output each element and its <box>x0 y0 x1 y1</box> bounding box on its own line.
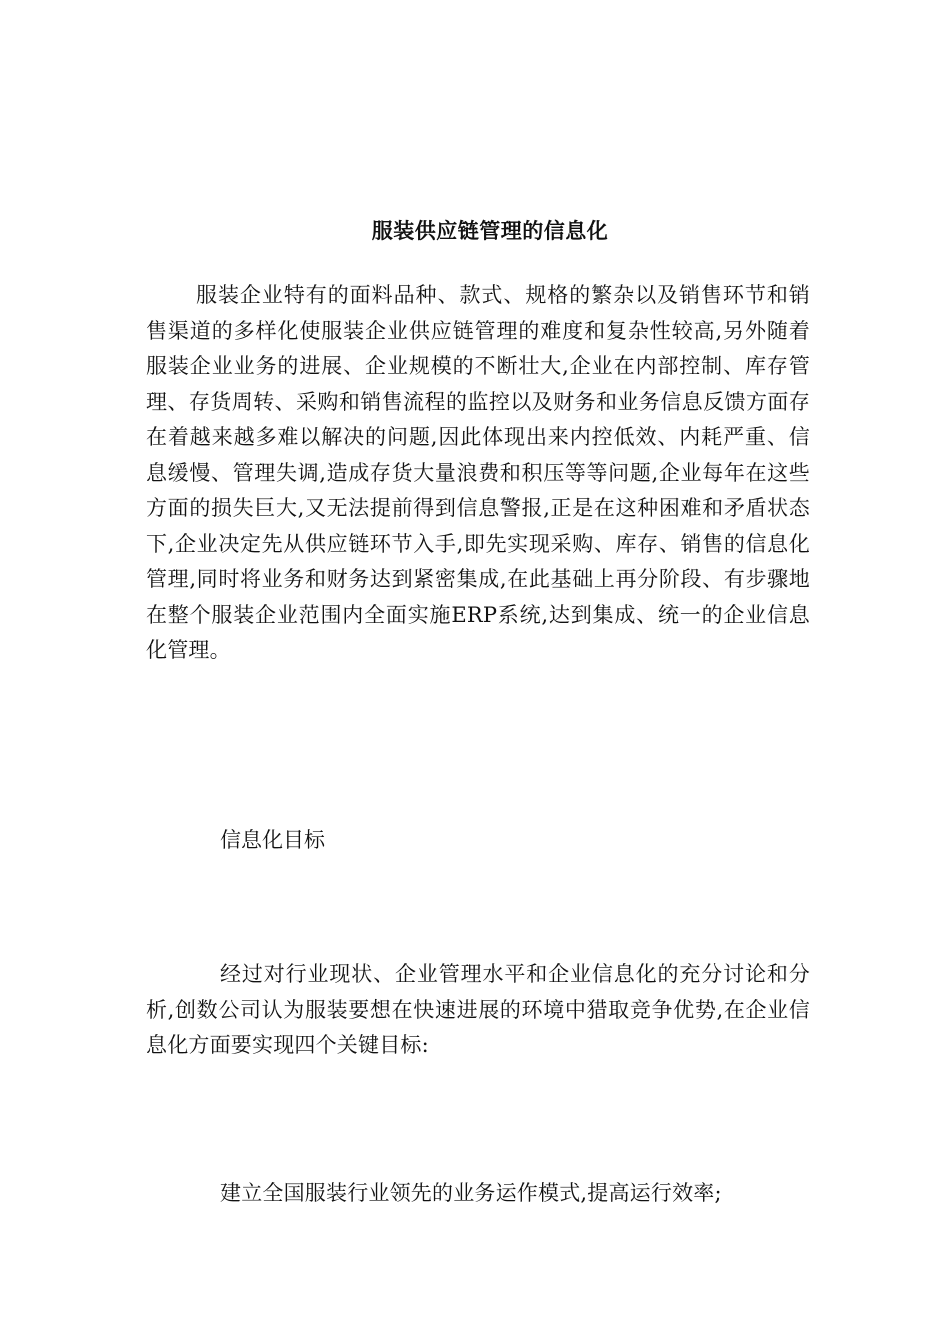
section-heading: 信息化目标 <box>220 828 325 852</box>
body-paragraph-goals: 经过对行业现状、企业管理水平和企业信息化的充分讨论和分析,创数公司认为服装要想在快速进展的环境中猎取竞争优势,在企业信息化方面要实现四个关键目标: <box>146 962 810 1057</box>
body-paragraph-intro: 服装企业特有的面料品种、款式、规格的繁杂以及销售环节和销售渠道的多样化使服装企业供应链管理的难度和复杂性较高,另外随着服装企业业务的进展、企业规模的不断壮大,企业在内部控制、库存管理、存货周转、采购和销售流程的监控以及财务和业务信息反馈方面存在着越来越多难以解决的问题,因此体现出来内控低效、内耗严重、信息缓慢、管理失调,造成存货大量浪费和积压等等问题,企业每年在这些方面的损失巨大,又无法提前得到信息警报,正是在这种困难和矛盾状态下,企业决定先从供应链环节入手,即先实现采购、库存、销售的信息化管理,同时将业务和财务达到紧密集成,在此基础上再分阶段、有步骤地在整个服装企业范围内全面实施ERP系统,达到集成、统一的企业信息化管理。 <box>146 283 810 662</box>
document-title: 服装供应链管理的信息化 <box>371 218 609 243</box>
body-paragraph-goal-item: 建立全国服装行业领先的业务运作模式,提高运行效率; <box>220 1181 722 1205</box>
